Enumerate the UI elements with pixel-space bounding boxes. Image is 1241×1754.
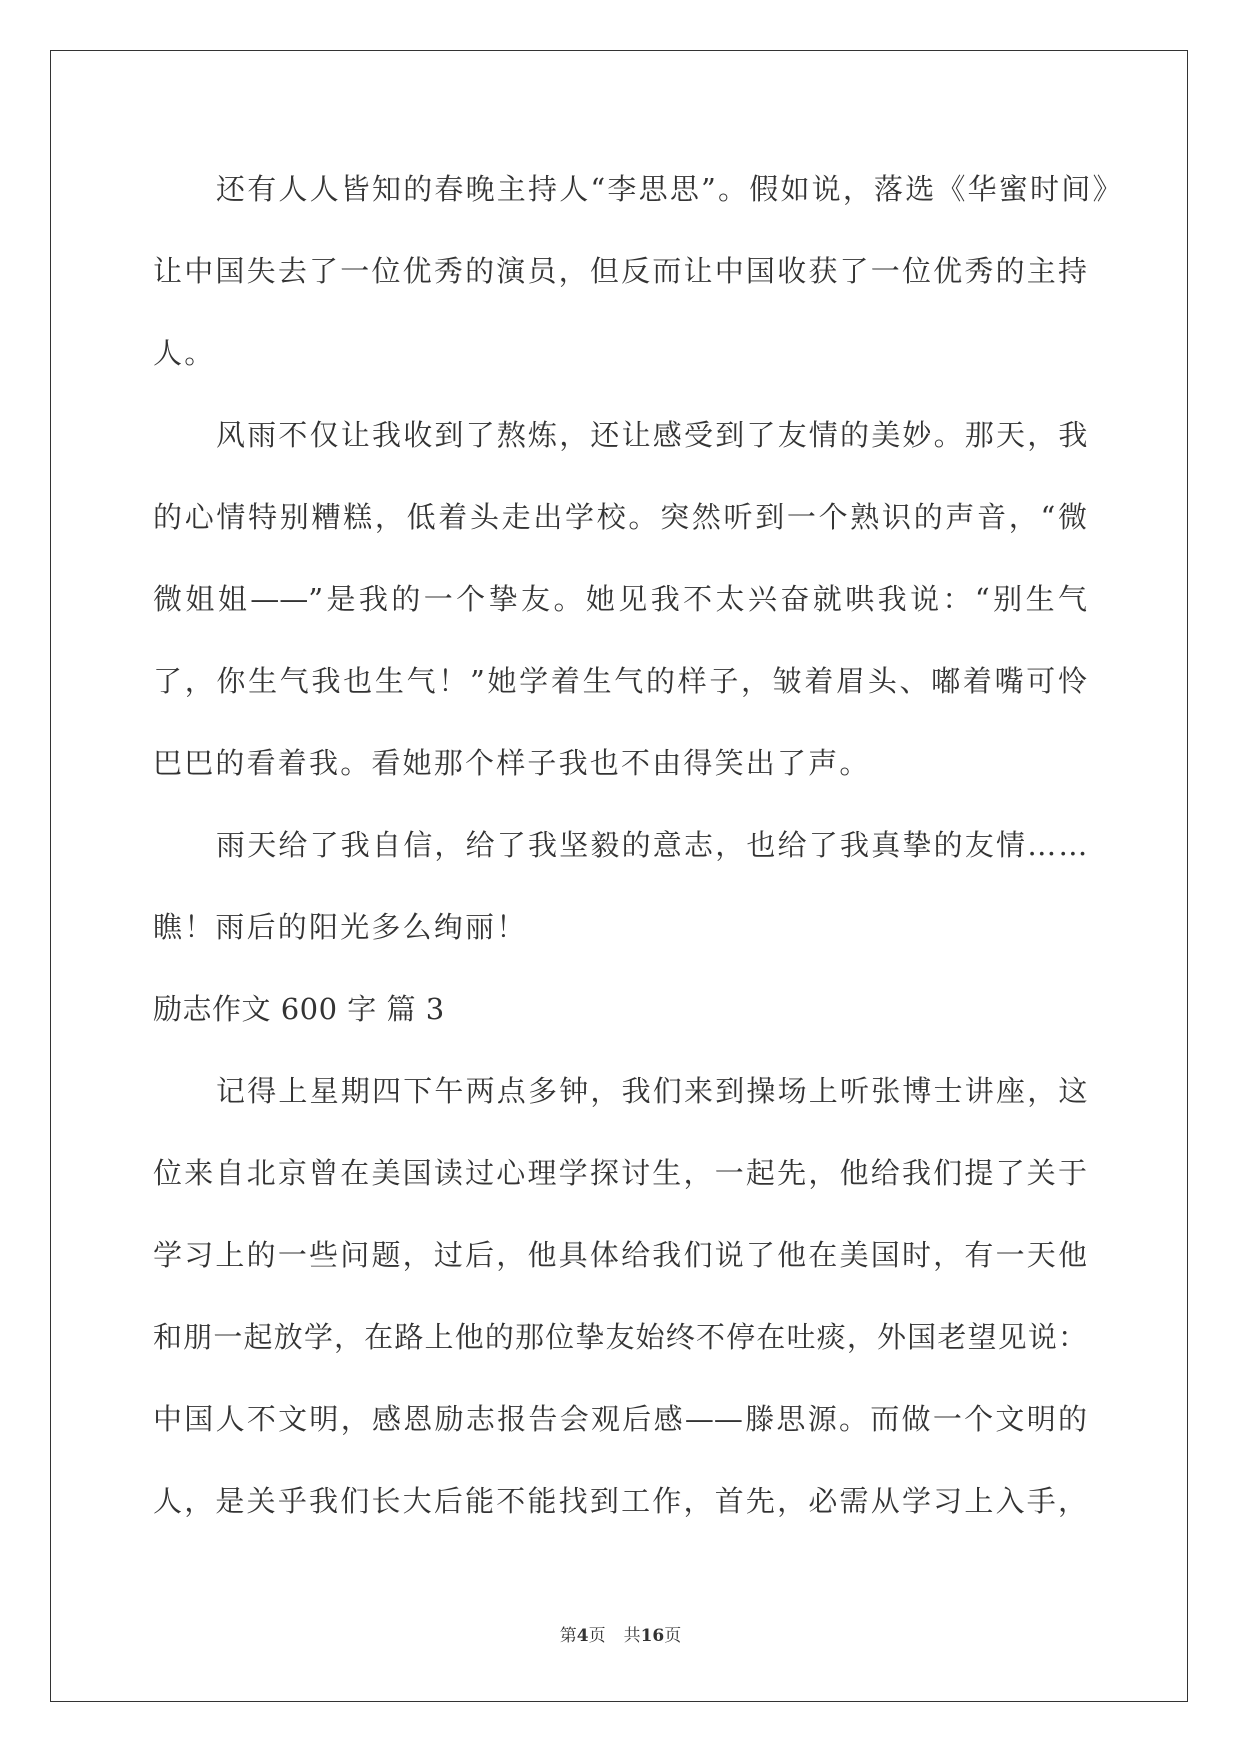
section-heading: 励志作文 600 字 篇 3: [153, 992, 445, 1026]
paragraph-line: 位来自北京曾在美国读过心理学探讨生，一起先，他给我们提了关于: [153, 1156, 1087, 1190]
page-prefix: 第: [559, 1626, 577, 1646]
total-pages: 16: [640, 1626, 665, 1646]
paragraph-line: 让中国失去了一位优秀的演员，但反而让中国收获了一位优秀的主持: [153, 254, 1087, 288]
paragraph-line: 巴巴的看着我。看她那个样子我也不由得笑出了声。: [153, 746, 871, 780]
page-number: 4: [576, 1626, 589, 1646]
page-suffix: 页: [588, 1626, 606, 1646]
paragraph-line: 和朋一起放学，在路上他的那位挚友始终不停在吐痰，外国老望见说：: [153, 1320, 1087, 1354]
page-footer: [0, 1621, 1241, 1646]
paragraph-line: 记得上星期四下午两点多钟，我们来到操场上听张博士讲座，这: [216, 1074, 1090, 1108]
document-body: [153, 148, 1124, 1542]
paragraph-line: 风雨不仅让我收到了熬炼，还让感受到了友情的美妙。那天，我: [216, 418, 1090, 452]
total-suffix: 页: [664, 1626, 682, 1646]
paragraph-line: 的心情特别糟糕，低着头走出学校。突然听到一个熟识的声音，“微: [153, 500, 1087, 534]
paragraph-line: 中国人不文明，感恩励志报告会观后感——滕思源。而做一个文明的: [153, 1402, 1087, 1436]
paragraph-line: 瞧！雨后的阳光多么绚丽！: [153, 910, 528, 944]
paragraph-line: 还有人人皆知的春晚主持人“李思思”。假如说，落选《华蜜时间》: [216, 172, 1124, 206]
paragraph-line: 微姐姐——”是我的一个挚友。她见我不太兴奋就哄我说：“别生气: [153, 582, 1087, 616]
paragraph-line: 人，是关乎我们长大后能不能找到工作，首先，必需从学习上入手，: [153, 1484, 1087, 1518]
paragraph-line: 雨天给了我自信，给了我坚毅的意志，也给了我真挚的友情……: [216, 828, 1090, 862]
paragraph-line: 学习上的一些问题，过后，他具体给我们说了他在美国时，有一天他: [153, 1238, 1087, 1272]
paragraph-line: 人。: [153, 336, 216, 370]
total-prefix: 共: [623, 1626, 641, 1646]
paragraph-line: 了，你生气我也生气！”她学着生气的样子，皱着眉头、嘟着嘴可怜: [153, 664, 1087, 698]
